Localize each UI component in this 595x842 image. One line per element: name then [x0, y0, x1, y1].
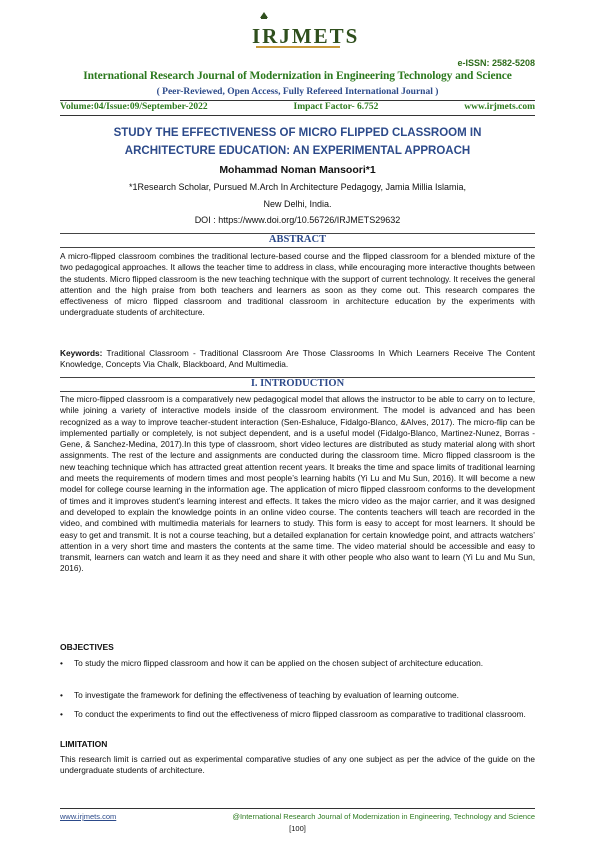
page-number: [100] [289, 824, 306, 833]
journal-website[interactable]: www.irjmets.com [464, 102, 535, 112]
limitation-text: This research limit is carried out as experimental comparative studies of any one subject as per the advice of the guide on the undergraduate students of architecture. [60, 754, 535, 776]
issue-meta-row [60, 102, 535, 112]
introduction-text: The micro-flipped classroom is a comparatively new pedagogical model that allows the instructor to be able to carry on to lecture, while joining a variety of interactive models inside of the classroom environment. The model is advanced and has been recognized as a way to improve teacher-student interaction (Sen-Eshaluce, Fidalgo-Blanco, &Alves, 2017). The micro-flip can be implemented partially or completely, is not subject dependent, and is a useful model (Fidalgo-Blanco, Martinez-Nunez, Borras -Gene, & Sanchez-Medina, 2017).In this type of classroom, short video lectures are distributed as study material along with short assignments. The rest of the lecture and assignments are conducted during the classroom time. Micro flipped classroom is the new teaching technique which has attracted great attention recent years. It breaks the time and space limits of traditional learning and meets the requirements of modern times and most people’s learning habits (Yi Lu and Mu Sun, 2016). It will become a new model for college course learning in the information age. The application of micro flipped classroom conforms to the development of times and it improves student’s learning interest and effects. It takes the micro video as the major carrier, and it was designed and developed to explain the knowledge points in an online video course. The contents teachers will teach are recorded in the video, and combined with multimedia materials for learners to study. This form is easy to accept for most learners. It should be easy to get and transmit. It is not a course teaching, but a detailed explanation for certain knowledge point, and attracts watchers’ attention in a very short time and masters the contents at the same time. The video material should be accessible and easy to transmit, learners can watch and learn it as they need and share it with other people who also want to learn (Yi Lu and Mu Sun, 2016). [60, 394, 535, 574]
footer-rule [60, 808, 535, 809]
volume-info: Volume:04/Issue:09/September-2022 [60, 102, 208, 112]
doi-link[interactable]: DOI : https://www.doi.org/10.56726/IRJMETS29632 [194, 215, 401, 225]
objective-item: • To conduct the experiments to find out the effectiveness of micro flipped classroom as comparative to traditional classroom. [60, 709, 526, 719]
header-rule-top [60, 100, 535, 101]
title-line-1: STUDY THE EFFECTIVENESS OF MICRO FLIPPED CLASSROOM IN [113, 127, 482, 139]
bullet-icon: • [60, 709, 63, 719]
impact-factor: Impact Factor- 6.752 [293, 102, 379, 112]
limitation-heading: LIMITATION [60, 739, 108, 749]
author-name: Mohammad Noman Mansoori*1 [219, 164, 376, 176]
objectives-heading: OBJECTIVES [60, 642, 114, 652]
keywords-label: Keywords: [60, 348, 103, 358]
eissn: e-ISSN: 2582-5208 [457, 58, 535, 68]
header-rule-bottom [60, 115, 535, 116]
logo-text: IRJMETS [252, 24, 360, 48]
abstract-text: A micro-flipped classroom combines the traditional lecture-based course and the flipped classroom for a blended mixture of the two pedagogical approaches. It allows the teacher time to address in class, while encouraging more interactive thoughts between the students. Micro flipped classroom is the new teaching technique with the support of current technology. It receives the general attention and the high praise from both teachers and learners as soon as they come out. This research compares the effectiveness of micro flipped classroom and traditional classroom in architecture education by the experiments with undergraduate students of architecture. [60, 251, 535, 318]
title-line-2: ARCHITECTURE EDUCATION: AN EXPERIMENTAL APPROACH [124, 145, 471, 157]
keywords-text: Traditional Classroom - Traditional Classroom Are Those Classrooms In Which Learners Receive The Content Knowledge, Concepts Via Chalk, Blackboard, And Multimedia. [60, 348, 535, 370]
footer-copyright: @International Research Journal of Modernization in Engineering, Technology and Science [232, 812, 535, 821]
bullet-icon: • [60, 658, 63, 668]
keywords [60, 348, 535, 371]
footer-website-link[interactable]: www.irjmets.com [60, 812, 117, 821]
journal-name: International Research Journal of Modernization in Engineering Technology and Science [83, 70, 512, 82]
affiliation-line-1: *1Research Scholar, Pursued M.Arch In Architecture Pedagogy, Jamia Millia Islamia, [129, 182, 466, 192]
paper-title [60, 124, 535, 160]
objective-item: • To study the micro flipped classroom and how it can be applied on the chosen subject of architecture education. [60, 658, 484, 668]
abstract-heading: ABSTRACT [268, 234, 327, 245]
introduction-heading: I. INTRODUCTION [250, 378, 345, 389]
objective-item: • To investigate the framework for defining the effectiveness of teaching by evaluation of learning outcome. [60, 690, 459, 700]
peer-review-note: ( Peer-Reviewed, Open Access, Fully Refereed International Journal ) [156, 87, 439, 97]
bullet-icon: • [60, 690, 63, 700]
affiliation-line-2: New Delhi, India. [263, 199, 332, 209]
